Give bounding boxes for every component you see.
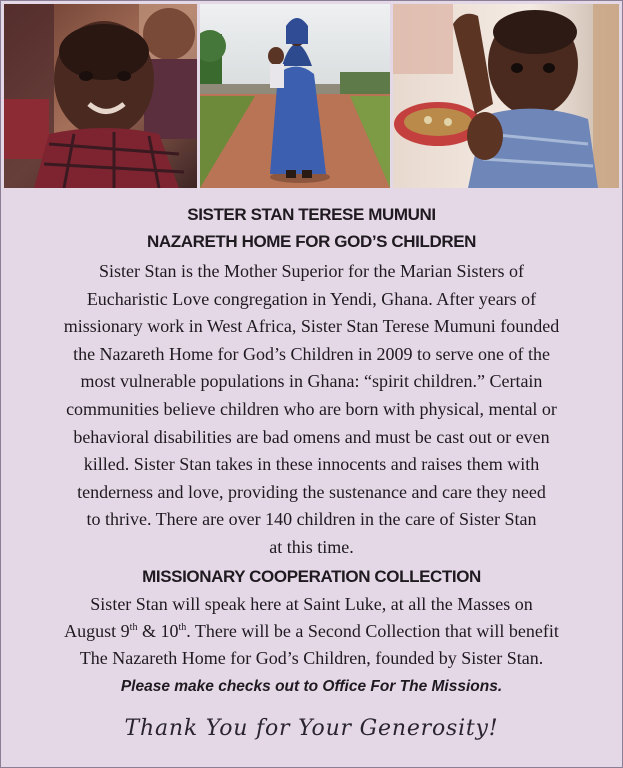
heading-sister-name: SISTER STAN TERESE MUMUNI [187, 205, 436, 224]
photo-smiling-toddler [4, 4, 197, 188]
bio-line: behavioral disabilities are bad omens and must be cast out or even [73, 426, 550, 447]
bio-line: most vulnerable populations in Ghana: “spirit children.” Certain [80, 371, 543, 392]
notice-line-2-rest: . There will be a Second Collection that will benefit [186, 620, 559, 641]
bio-line: killed. Sister Stan takes in these innocents and raises them with [83, 454, 540, 475]
notice-date-first: August 9 [64, 620, 130, 641]
heading-organization: NAZARETH HOME FOR GOD’S CHILDREN [146, 232, 477, 251]
article-text [1, 192, 622, 741]
notice-line-3: The Nazareth Home for God’s Children, founded by Sister Stan. [79, 647, 544, 668]
notice-date-second: & 10 [137, 620, 179, 641]
bio-line: missionary work in West Africa, Sister Stan Terese Mumuni founded [63, 316, 560, 337]
bio-line: Sister Stan is the Mother Superior for the Marian Sisters of [99, 261, 524, 281]
notice-line-1: Sister Stan will speak here at Saint Luke, at all the Masses on [90, 593, 533, 614]
thank-you-script: Thank You for Your Generosity! [124, 715, 499, 741]
photo-nun-holding-child [200, 4, 390, 188]
photo-strip [4, 4, 619, 188]
bio-line: tenderness and love, providing the sustenance and care they need [77, 481, 546, 502]
bio-line: at this time. [269, 536, 354, 557]
photo-child-with-food [393, 4, 619, 188]
bio-line: communities believe children who are born with physical, mental or [66, 398, 557, 419]
heading-collection: MISSIONARY COOPERATION COLLECTION [142, 566, 481, 586]
bio-paragraph [12, 258, 612, 562]
bio-line: the Nazareth Home for God’s Children in 2009 to serve one of the [73, 343, 550, 364]
notice-date-suffix: th [178, 621, 187, 633]
checks-instruction: Please make checks out to Office For The Missions. [120, 677, 503, 695]
notice-date-suffix: th [129, 621, 138, 633]
bio-line: Eucharistic Love congregation in Yendi, Ghana. After years of [86, 288, 537, 309]
collection-notice [12, 591, 612, 672]
notice-line-2 [12, 618, 612, 645]
bio-line: to thrive. There are over 140 children in the care of Sister Stan [86, 509, 537, 530]
